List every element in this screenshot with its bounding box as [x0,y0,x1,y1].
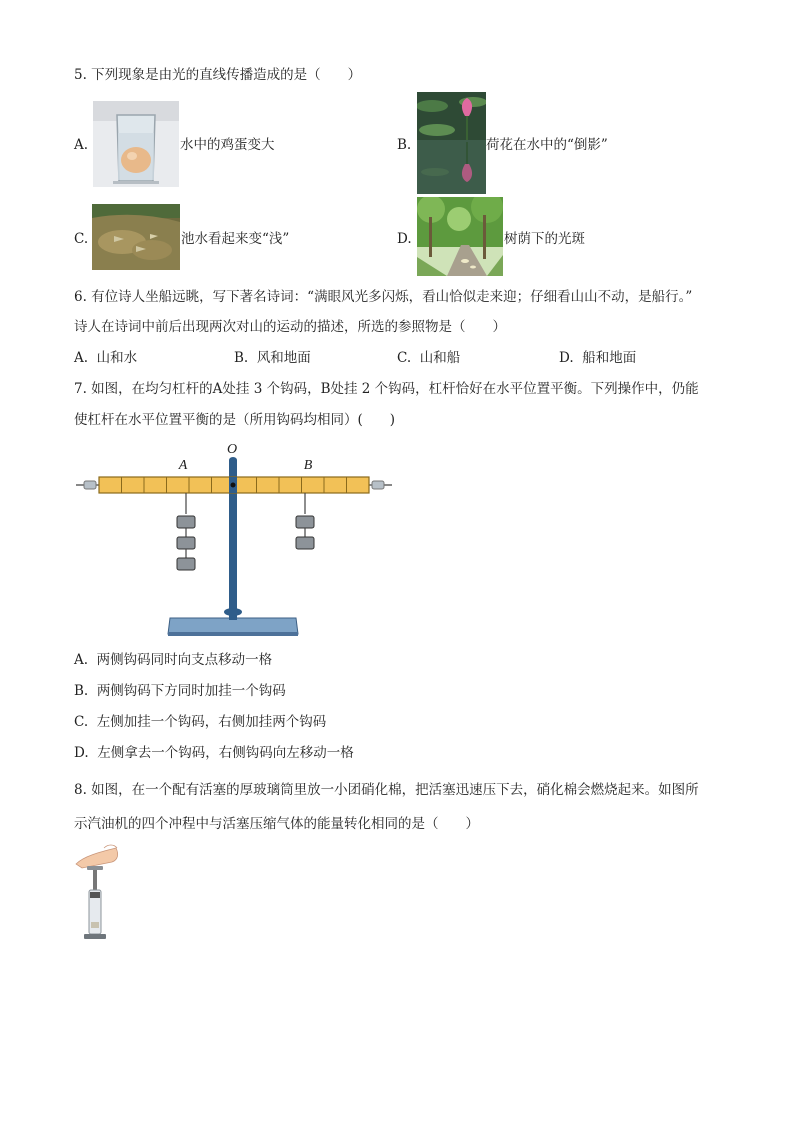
q6-option-b-text: 风和地面 [256,350,311,366]
q7-stem-line2: 使杠杆在水平位置平衡的是（所用钩码均相同）( ) [74,412,396,428]
q5-option-a-letter[interactable]: A. [74,137,89,153]
q7-option-b[interactable] [74,682,286,700]
q6-option-b[interactable] [234,349,311,367]
q7-option-a[interactable] [74,651,272,669]
q6-option-d-letter: D. [559,350,574,366]
q5-option-d-text: 树荫下的光斑 [504,231,585,247]
q6-option-c-letter: C. [397,350,412,366]
hand-pressing-piston-image [74,842,120,944]
lever-balance-figure [74,440,394,640]
q5-option-a-text: 水中的鸡蛋变大 [180,137,275,153]
q7-option-b-letter: B. [74,683,89,699]
q7-option-c[interactable] [74,713,326,731]
q8-stem-line2: 示汽油机的四个冲程中与活塞压缩气体的能量转化相同的是（ ） [74,816,479,832]
q6-option-c[interactable] [397,349,460,367]
q6-option-a-letter: A. [74,350,89,366]
q7-option-c-text: 左侧加挂一个钩码，右侧加挂两个钩码 [96,714,327,730]
q6-stem-line2: 诗人在诗词中前后出现两次对山的运动的描述，所选的参照物是（ ） [74,319,506,335]
q6-option-a-text: 山和水 [96,350,138,366]
tree-shade-path-image [417,197,503,276]
q5-option-d-letter[interactable]: D. [397,231,412,247]
q7-stem-line1: 7. 如图，在均匀杠杆的A处挂 3 个钩码，B处挂 2 个钩码，杠杆恰好在水平位置平衡。下列操作中，仍能 [74,381,699,397]
q5-stem: 5. 下列现象是由光的直线传播造成的是（ ） [74,67,362,83]
q7-option-d-letter: D. [74,745,89,761]
q6-option-d[interactable] [559,349,636,367]
q7-option-a-text: 两侧钩码同时向支点移动一格 [96,652,273,668]
q8-stem-line1: 8. 如图，在一个配有活塞的厚玻璃筒里放一小团硝化棉，把活塞迅速压下去，硝化棉会燃烧起来。如图所 [74,782,699,798]
q6-option-d-text: 船和地面 [582,350,637,366]
q5-option-c-letter[interactable]: C. [74,231,89,247]
lever-label-o: O [226,442,238,457]
lever-label-a: A [178,458,188,473]
q5-option-b-letter[interactable]: B. [397,137,412,153]
egg-in-water-glass-image [93,101,179,187]
q5-option-c-text: 池水看起来变“浅” [181,231,290,247]
q6-option-c-text: 山和船 [419,350,461,366]
q7-option-a-letter: A. [74,652,89,668]
q6-stem-line1: 6. 有位诗人坐船远眺，写下著名诗词：“满眼风光多闪烁，看山恰似走来迎；仔细看山山不动，是船行。” [74,289,693,305]
q6-option-a[interactable] [74,349,137,367]
lever-label-b: B [303,458,313,473]
pond-with-fish-image [92,204,180,270]
q7-option-d[interactable] [74,744,354,762]
q5-option-b-text: 荷花在水中的“倒影” [486,137,608,153]
q6-option-b-letter: B. [234,350,249,366]
lotus-reflection-image [417,92,486,194]
q7-option-b-text: 两侧钩码下方同时加挂一个钩码 [96,683,286,699]
q7-option-c-letter: C. [74,714,89,730]
q7-option-d-text: 左侧拿去一个钩码，右侧钩码向左移动一格 [97,745,354,761]
